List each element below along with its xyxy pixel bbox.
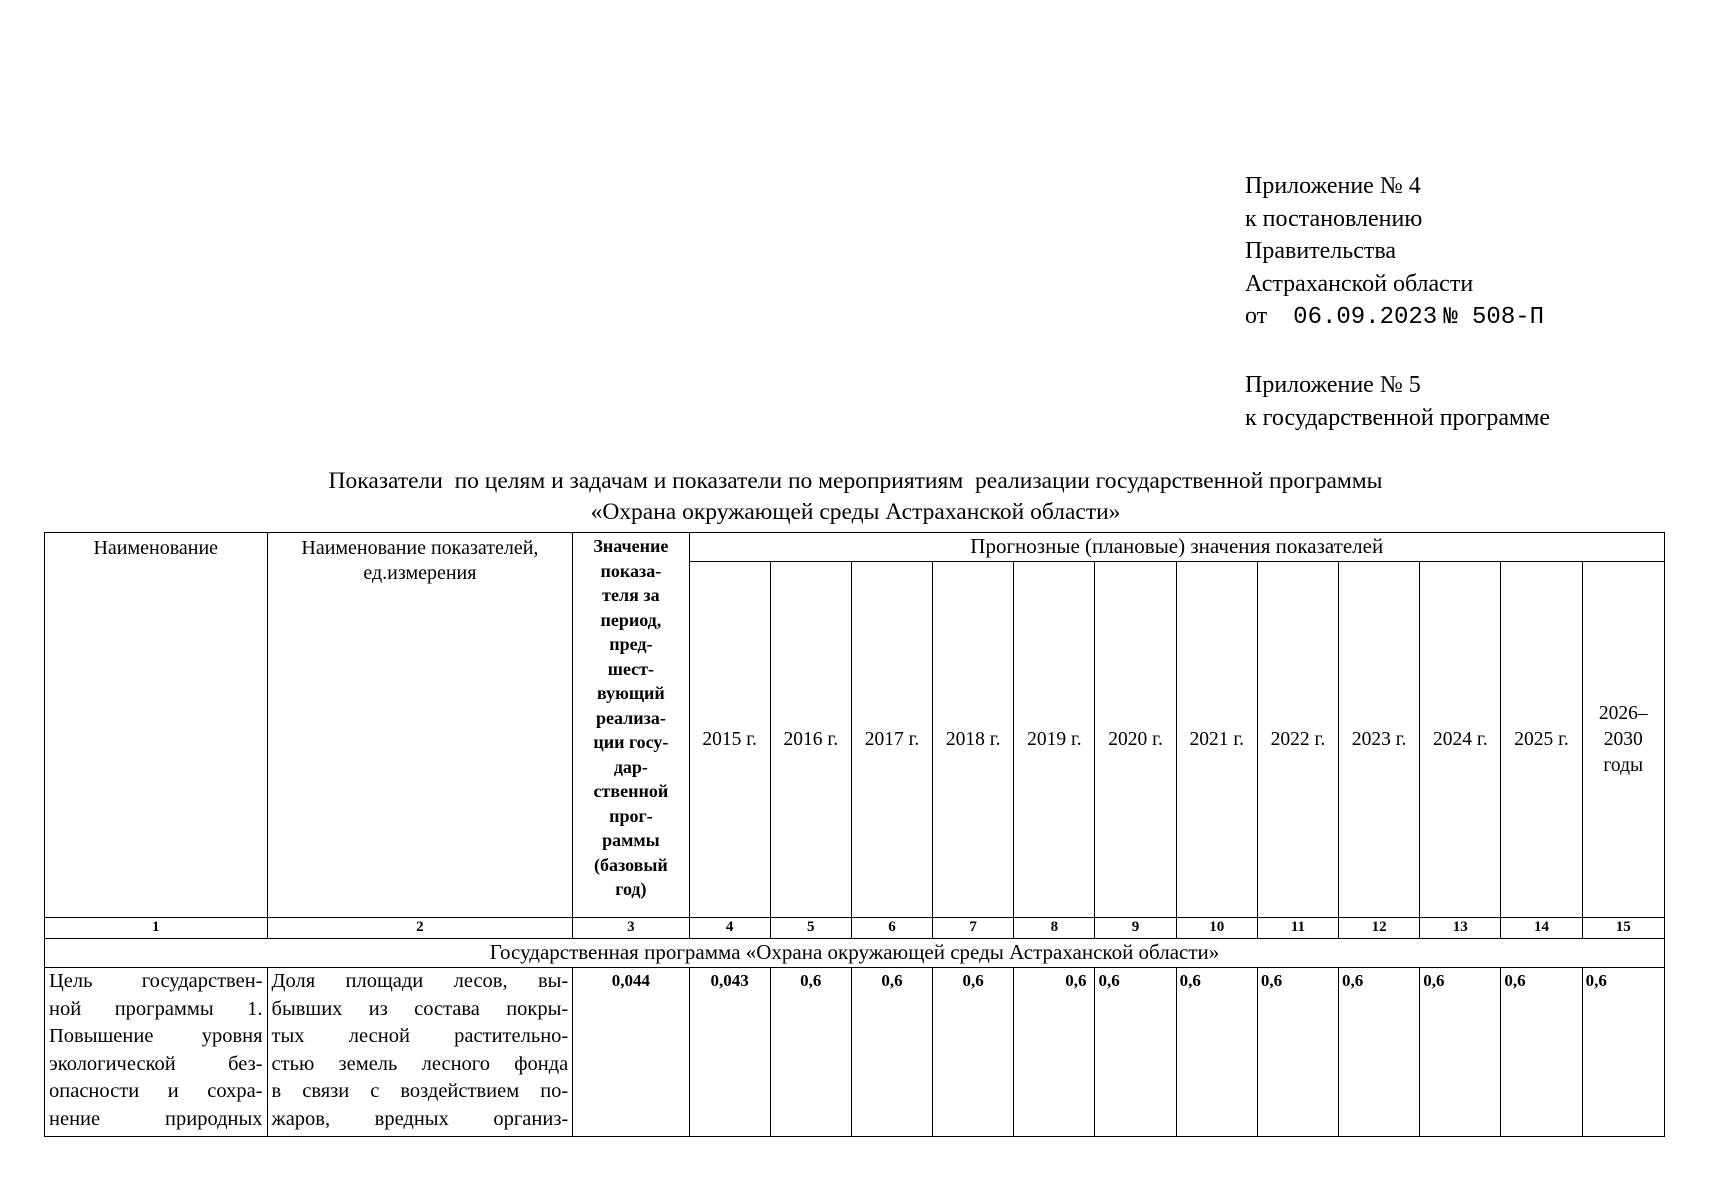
- table-row: [45, 968, 1665, 1137]
- header-year: 2015 г.: [689, 562, 770, 918]
- row-value-2015: 0,043: [689, 968, 770, 1137]
- column-number: 3: [573, 918, 689, 939]
- column-number: 4: [689, 918, 770, 939]
- column-number: 13: [1420, 918, 1501, 939]
- header-forecast-group: Прогнозные (плановые) значения показателей: [689, 533, 1664, 562]
- column-numbers-row: [45, 918, 1665, 939]
- column-number: 9: [1095, 918, 1176, 939]
- header-year: 2025 г.: [1501, 562, 1582, 918]
- row-value-2018: 0,6: [933, 968, 1014, 1137]
- annex-5-block: [1245, 369, 1550, 434]
- annex-4-line: Приложение № 4: [1245, 173, 1421, 199]
- header-base-value: Значение показа- теля за период, пред- шест- вующий реализа- ции госу- дар- ственной прог- раммы (базовый год): [573, 533, 689, 918]
- column-number: 2: [267, 918, 573, 939]
- row-indicator-name: Доля площади лесов, вы- бывших из состава покры- тых лесной растительно- стью земель лесного фонда в связи с воздействием по- жаров, вредных организ-: [267, 968, 573, 1137]
- row-value-2021: 0,6: [1176, 968, 1257, 1137]
- header-year: 2019 г.: [1014, 562, 1095, 918]
- row-value-2025: 0,6: [1501, 968, 1582, 1137]
- row-value-2019: 0,6: [1014, 968, 1095, 1137]
- header-row: [45, 533, 1665, 562]
- row-value-2026-2030: 0,6: [1582, 968, 1664, 1137]
- header-year: 2022 г.: [1257, 562, 1338, 918]
- header-year-range: 2026– 2030 годы: [1582, 562, 1664, 918]
- row-base-value: 0,044: [573, 968, 689, 1137]
- annex-5-line: Приложение № 5: [1245, 372, 1421, 398]
- header-year: 2024 г.: [1420, 562, 1501, 918]
- header-year: 2023 г.: [1339, 562, 1420, 918]
- date-prefix: от: [1245, 303, 1268, 329]
- title-line-2: «Охрана окружающей среды Астраханской области»: [590, 499, 1121, 525]
- column-number: 7: [933, 918, 1014, 939]
- annex-4-date-line: [1245, 300, 1544, 335]
- column-number: 5: [770, 918, 851, 939]
- column-number: 8: [1014, 918, 1095, 939]
- indicators-table: [44, 532, 1665, 1137]
- decree-date: 06.09.2023: [1293, 304, 1438, 331]
- header-year: 2016 г.: [770, 562, 851, 918]
- header-year: 2021 г.: [1176, 562, 1257, 918]
- row-goal-name: Цель государствен- ной программы 1. Повышение уровня экологической без- опасности и сохра- нение природных: [45, 968, 268, 1137]
- column-number: 14: [1501, 918, 1582, 939]
- row-value-2023: 0,6: [1339, 968, 1420, 1137]
- header-indicator-name: Наименование показателей, ед.измерения: [267, 533, 573, 918]
- section-row: [45, 939, 1665, 968]
- row-value-2020: 0,6: [1095, 968, 1176, 1137]
- decree-number: № 508-П: [1443, 304, 1545, 331]
- column-number: 10: [1176, 918, 1257, 939]
- row-value-2024: 0,6: [1420, 968, 1501, 1137]
- row-value-2017: 0,6: [851, 968, 932, 1137]
- header-year: 2018 г.: [933, 562, 1014, 918]
- section-title: Государственная программа «Охрана окружающей среды Астраханской области»: [45, 939, 1665, 968]
- annex-4-line: к постановлению: [1245, 205, 1423, 232]
- document-title: [0, 466, 1711, 528]
- column-number: 1: [45, 918, 268, 939]
- column-number: 15: [1582, 918, 1664, 939]
- header-year: 2017 г.: [851, 562, 932, 918]
- column-number: 11: [1257, 918, 1338, 939]
- header-name: Наименование: [45, 533, 268, 918]
- annex-5-line: к государственной программе: [1245, 404, 1551, 431]
- row-value-2022: 0,6: [1257, 968, 1338, 1137]
- header-year: 2020 г.: [1095, 562, 1176, 918]
- row-value-2016: 0,6: [770, 968, 851, 1137]
- column-number: 12: [1339, 918, 1420, 939]
- annex-4-line: Астраханской области: [1245, 270, 1474, 297]
- title-line-1: Показатели по целям и задачам и показатели по мероприятиям реализации государственной программы: [328, 468, 1383, 494]
- column-number: 6: [851, 918, 932, 939]
- annex-4-line: Правительства: [1245, 238, 1397, 264]
- annex-4-block: [1245, 170, 1544, 335]
